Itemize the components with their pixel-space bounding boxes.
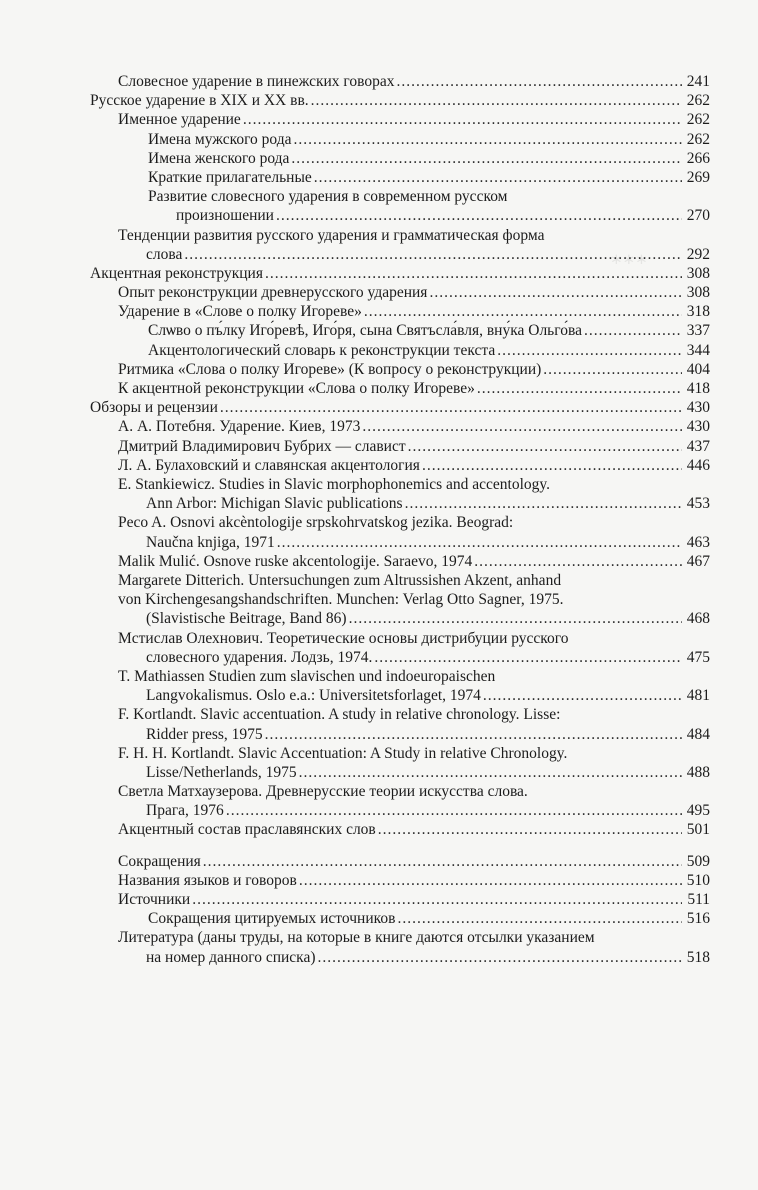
dot-leader	[396, 72, 682, 91]
dot-leader	[408, 437, 682, 456]
toc-page-number: 501	[686, 821, 710, 839]
toc-entry[interactable]	[90, 513, 710, 551]
toc-page-number: 481	[686, 687, 710, 705]
toc-entry-title-line: Опыт реконструкции древнерусского ударения	[118, 284, 428, 302]
dot-leader	[543, 360, 682, 379]
dot-leader	[364, 302, 682, 321]
toc-entry[interactable]	[90, 379, 710, 398]
toc-page-number: 430	[686, 399, 710, 417]
toc-entry[interactable]	[90, 72, 710, 91]
toc-entry[interactable]	[90, 91, 710, 110]
toc-entry[interactable]	[90, 283, 710, 302]
dot-leader	[584, 321, 682, 340]
toc-entry-title-line: Имена женского рода	[148, 149, 290, 167]
dot-leader	[276, 206, 682, 225]
dot-leader	[474, 552, 682, 571]
toc-entry-title-line: Источники	[118, 891, 191, 909]
toc-entry[interactable]	[90, 398, 710, 417]
bleed-through-text: ∗∗∗	[610, 252, 648, 268]
toc-page-number: 467	[686, 552, 710, 570]
toc-entry-title-line: Светла Матхаузерова. Древнерусские теории искусства слова.	[118, 783, 528, 801]
dot-leader	[277, 533, 682, 552]
toc-page-number: 463	[686, 533, 710, 551]
toc-entry[interactable]	[90, 909, 710, 928]
toc-entry[interactable]	[90, 552, 710, 571]
toc-entry-title-line: (Slavistische Beitrage, Band 86)	[146, 610, 347, 628]
dot-leader	[374, 648, 682, 667]
toc-entry-title-line: T. Mathiassen Studien zum slavischen und indoeuropaischen	[118, 667, 496, 685]
toc-entry-title-line: Названия языков и говоров	[118, 871, 297, 889]
toc-entry-title-line: Malik Mulić. Osnove ruske akcentologije. Saraevo, 1974	[118, 552, 473, 570]
toc-entry-title-line: Русское ударение в XIX и XX вв.	[90, 92, 309, 110]
toc-page-number: 292	[686, 245, 710, 263]
toc-entry-title-line: К акцентной реконструкции «Слова о полку Игореве»	[118, 380, 475, 398]
toc-entry-title-line: Л. А. Булаховский и славянская акцентология	[118, 456, 420, 474]
toc-entry-title-line: на номер данного списка)	[146, 948, 316, 966]
toc-entry[interactable]	[90, 321, 710, 340]
toc-entry-title-line: Развитие словесного ударения в современном русском	[148, 188, 508, 206]
dot-leader	[291, 149, 682, 168]
dot-leader	[294, 130, 682, 149]
toc-entry[interactable]	[90, 360, 710, 379]
toc-page-number: 404	[686, 360, 710, 378]
toc-entry[interactable]	[90, 149, 710, 168]
dot-leader	[378, 820, 682, 839]
toc-page-number: 344	[686, 341, 710, 359]
dot-leader	[311, 91, 682, 110]
toc-page-number: 488	[686, 763, 710, 781]
dot-leader	[220, 398, 682, 417]
dot-leader	[243, 110, 682, 129]
toc-page-number: 308	[686, 264, 710, 282]
toc-entry[interactable]	[90, 110, 710, 129]
toc-entry-title-line: von Kirchengesangshandschriften. Munchen: Verlag Otto Sagner, 1975.	[118, 591, 564, 609]
toc-entry[interactable]	[90, 928, 710, 966]
toc-entry-title-line: Margarete Ditterich. Untersuchungen zum Altrussishen Akzent, anhand	[118, 571, 562, 589]
toc-entry-title-line: Ridder press, 1975	[146, 725, 263, 743]
toc-page-number: 266	[686, 149, 710, 167]
toc-entry-title-line: Акцентологический словарь к реконструкции текста	[148, 341, 496, 359]
toc-entry[interactable]	[90, 302, 710, 321]
toc-entry[interactable]	[90, 782, 710, 820]
toc-entry[interactable]	[90, 168, 710, 187]
toc-entry-title-line: Мстислав Олехнович. Теоретические основы дистрибуции русского	[118, 629, 569, 647]
toc-entry[interactable]	[90, 852, 710, 871]
toc-page-number: 510	[686, 871, 710, 889]
toc-page-number: 484	[686, 725, 710, 743]
toc-page-number: 516	[686, 910, 710, 928]
toc-entry[interactable]	[90, 667, 710, 705]
dot-leader	[397, 909, 682, 928]
toc-entry-title-line: Литература (даны труды, на которые в книге даются отсылки указанием	[118, 929, 595, 947]
toc-entry-title-line: Peco A. Osnovi akcèntologije srpskohrvatskog jezika. Beograd:	[118, 514, 514, 532]
toc-page-number: 475	[686, 648, 710, 666]
toc-entry-title-line: слова	[146, 245, 183, 263]
toc-entry[interactable]	[90, 341, 710, 360]
table-of-contents	[90, 72, 710, 967]
toc-entry-title-line: Словесное ударение в пинежских говорах	[118, 73, 395, 90]
toc-page-number: 269	[686, 168, 710, 186]
toc-page-number: 495	[686, 802, 710, 820]
dot-leader	[265, 725, 682, 744]
dot-leader	[362, 417, 682, 436]
dot-leader	[405, 494, 682, 513]
toc-page-number: 337	[686, 322, 710, 340]
toc-entry-title-line: произношении	[176, 207, 274, 225]
dot-leader	[477, 379, 682, 398]
toc-entry-title-line: словесного ударения. Лодзь, 1974.	[146, 648, 373, 666]
toc-entry-title-line: Ann Arbor: Michigan Slavic publications	[146, 495, 403, 513]
dot-leader	[318, 948, 682, 967]
toc-page-number: 511	[687, 891, 710, 909]
toc-entry-title-line: Ударение в «Слове о полку Игореве»	[118, 303, 362, 321]
toc-page-number: 430	[686, 418, 710, 436]
toc-entry-title-line: Обзоры и рецензии	[90, 399, 218, 417]
toc-entry[interactable]	[90, 456, 710, 475]
toc-entry-title-line: Дмитрий Владимирович Бубрих — славист	[118, 437, 406, 455]
dot-leader	[497, 341, 682, 360]
toc-entry[interactable]	[90, 417, 710, 436]
toc-entry-title-line: Прага, 1976	[146, 802, 224, 820]
toc-page-number: 270	[686, 207, 710, 225]
toc-entry[interactable]	[90, 475, 710, 513]
toc-entry[interactable]	[90, 437, 710, 456]
dot-leader	[265, 264, 682, 283]
toc-entry[interactable]	[90, 820, 710, 839]
dot-leader	[422, 456, 682, 475]
toc-page-number: 262	[686, 111, 710, 129]
toc-entry[interactable]	[90, 705, 710, 743]
toc-entry-title-line: Имена мужского рода	[148, 130, 292, 148]
toc-entry[interactable]	[90, 226, 710, 264]
toc-entry-title-line: Именное ударение	[118, 111, 241, 129]
toc-entry[interactable]	[90, 871, 710, 890]
toc-entry[interactable]	[90, 130, 710, 149]
toc-entry-title-line: F. Kortlandt. Slavic accentuation. A study in relative chronology. Lisse:	[118, 706, 561, 724]
toc-page-number: 241	[686, 73, 710, 90]
toc-page-number: 318	[686, 303, 710, 321]
toc-entry[interactable]	[90, 890, 710, 909]
toc-entry[interactable]	[90, 571, 710, 629]
toc-entry-title-line: Langvokalismus. Oslo e.a.: Universitetsforlaget, 1974	[146, 687, 481, 705]
toc-entry[interactable]	[90, 629, 710, 667]
toc-page-number: 262	[686, 92, 710, 110]
toc-page-number: 308	[686, 284, 710, 302]
toc-page-number: 418	[686, 380, 710, 398]
dot-leader	[314, 168, 682, 187]
toc-page-number: 446	[686, 456, 710, 474]
dot-leader	[184, 245, 682, 264]
toc-page-number: 262	[686, 130, 710, 148]
toc-page-number: 509	[686, 852, 710, 870]
toc-entry-title-line: Акцентный состав праславянских слов	[118, 821, 376, 839]
toc-entry-title-line: Сокращения	[118, 852, 201, 870]
toc-entry-title-line: А. А. Потебня. Ударение. Киев, 1973	[118, 418, 361, 436]
dot-leader	[192, 890, 682, 909]
dot-leader	[429, 283, 682, 302]
toc-entry[interactable]	[90, 744, 710, 782]
toc-page-number: 468	[686, 610, 710, 628]
toc-entry[interactable]	[90, 187, 710, 225]
dot-leader	[226, 801, 682, 820]
toc-entry-title-line: Слѡво о пъ́лку Иго́ревѣ, Иго́ря, сына Святъсла́вля, вну́ка Ольго́ва	[148, 322, 582, 340]
toc-page-number: 453	[686, 495, 710, 513]
dot-leader	[349, 609, 682, 628]
toc-entry-title-line: Тенденции развития русского ударения и грамматическая форма	[118, 226, 545, 244]
dot-leader	[483, 686, 682, 705]
toc-entry[interactable]	[90, 264, 710, 283]
toc-entry-title-line: E. Stankiewicz. Studies in Slavic morphophonemics and accentology.	[118, 475, 551, 493]
toc-entry-title-line: Краткие прилагательные	[148, 168, 312, 186]
toc-entry-title-line: Акцентная реконструкция	[90, 264, 263, 282]
dot-leader	[203, 852, 682, 871]
toc-entry-title-line: Ритмика «Слова о полку Игореве» (К вопросу о реконструкции)	[118, 360, 542, 378]
toc-page-number: 437	[686, 437, 710, 455]
dot-leader	[299, 763, 682, 782]
toc-entry-title-line: F. H. H. Kortlandt. Slavic Accentuation: A Study in relative Chronology.	[118, 744, 568, 762]
toc-page-number: 518	[686, 948, 710, 966]
toc-entry-title-line: Naučna knjiga, 1971	[146, 533, 275, 551]
toc-entry-title-line: Сокращения цитируемых источников	[148, 910, 396, 928]
dot-leader	[299, 871, 682, 890]
toc-entry-title-line: Lisse/Netherlands, 1975	[146, 763, 297, 781]
